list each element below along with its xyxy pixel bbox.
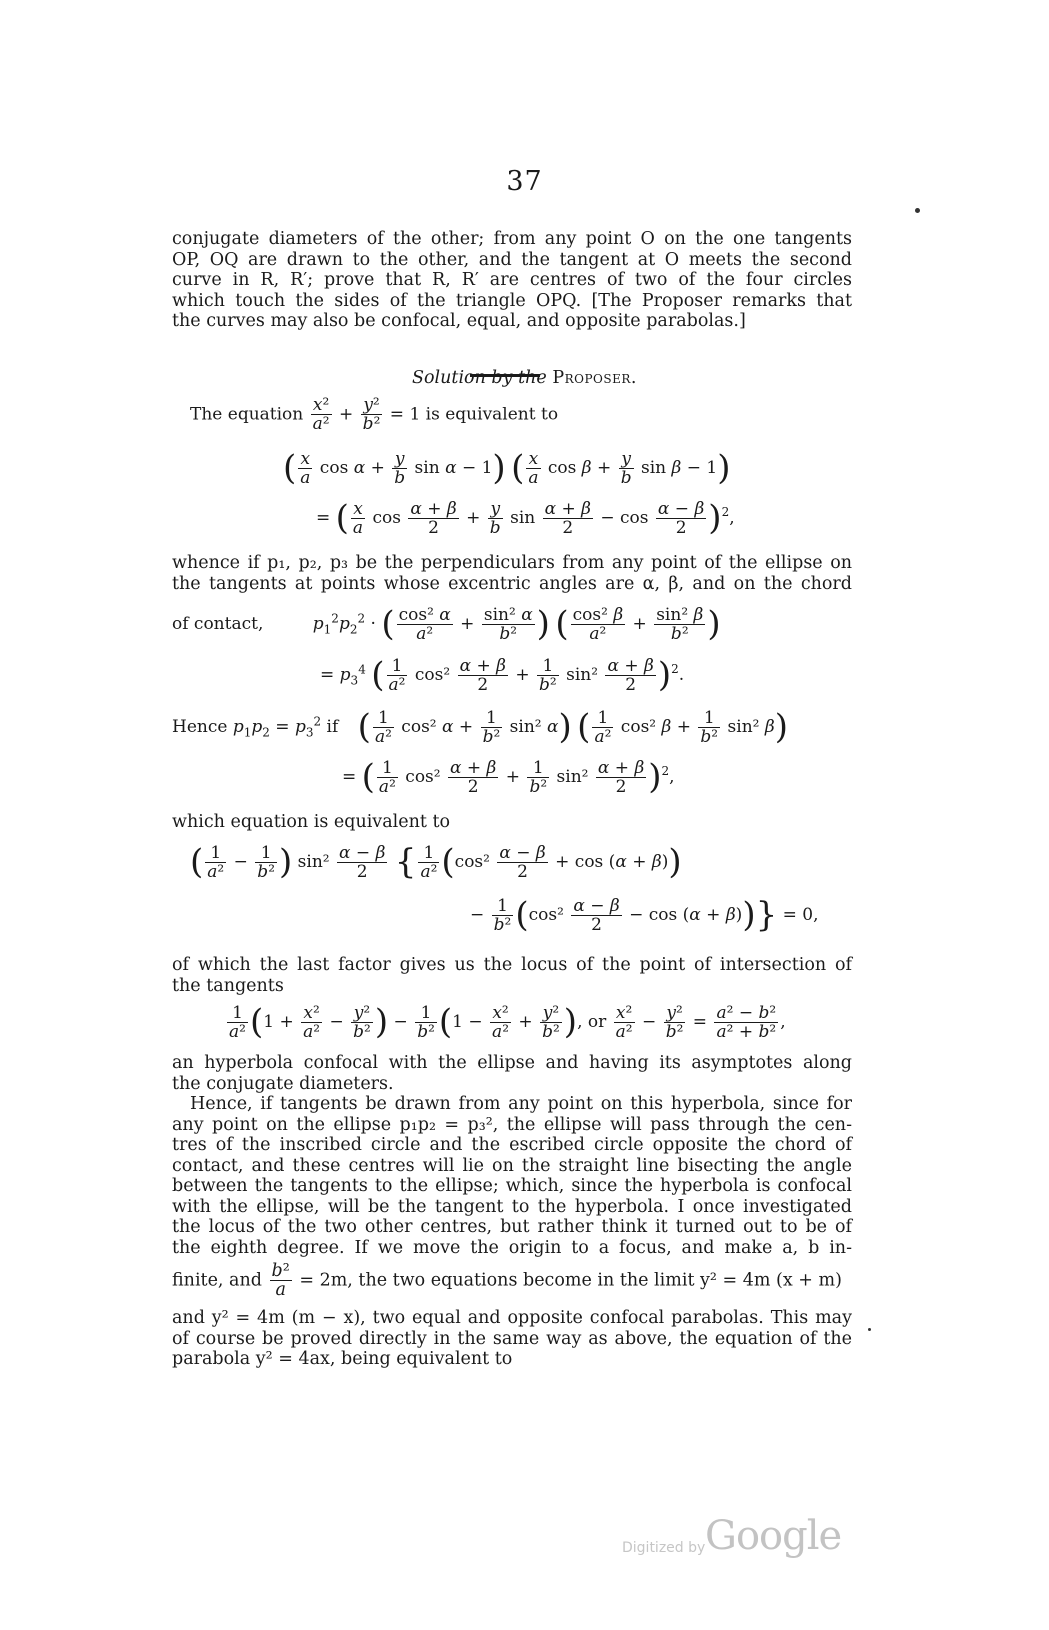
last-factor-paragraph bbox=[172, 955, 852, 996]
equation-factored: ( $\frac{1}{\text{a²}}$ − $\frac{1}{\text{b²}}$ ) sin² $\frac{\alpha - \beta}{2}$ { $\frac{1}{\text{a²}}$ (cos² $\frac{\alpha - \beta}{2}$ + cos (α + β)) bbox=[190, 842, 682, 882]
label-the-equation: The equation bbox=[190, 404, 304, 425]
scan-speck bbox=[868, 1328, 871, 1331]
hence-paragraph bbox=[172, 1094, 852, 1258]
hence-line: any point on the ellipse p₁p₂ = p₃², the ellipse will pass through the cen- bbox=[172, 1114, 852, 1135]
whence-line: the tangents at points whose excentric angles are α, β, and on the chord bbox=[172, 573, 852, 594]
label-if: if bbox=[326, 717, 339, 737]
page-number: 37 bbox=[506, 166, 543, 197]
equation-contact: of contact, $p_1^2p_2^2$ · ( $\frac{\text{cos² α}}{\text{a²}}$ + $\frac{\text{sin² α}}{\text{b²}}$ ) ( $\frac{\text{cos² β}}{\text{a²}}$ + $\frac{\text{sin² β}}{\text{b²}}$ ) bbox=[172, 604, 721, 644]
equation-hence-rhs: = ( $\frac{1}{\text{a²}}$ cos² $\frac{\alpha + \beta}{2}$ + $\frac{1}{\text{b²}}$ sin² $\frac{\alpha + \beta}{2}$ )$^2$, bbox=[342, 757, 675, 797]
equation-ellipse: The equation $\frac{\text{x²}}{\text{a²}}$ + $\frac{\text{y²}}{\text{b²}}$ = 1 is equivalent to bbox=[190, 395, 559, 434]
label-or: or bbox=[587, 1012, 607, 1032]
hence-line: contact, and these centres will lie on the straight line bisecting the angle bbox=[172, 1155, 852, 1176]
intro-line: curve in R, R′; prove that R, R′ are centres of two of the four circles bbox=[172, 270, 852, 290]
intro-line: which touch the sides of the triangle OPQ. [The Proposer remarks that bbox=[172, 290, 852, 311]
hence-line: the locus of the two other centres, but rather think it turned out to be of bbox=[172, 1217, 852, 1237]
hence-line: tres of the inscribed circle and the escribed circle opposite the chord of bbox=[172, 1135, 852, 1155]
closing-line: and y² = 4m (m − x), two equal and opposite confocal parabolas. This may bbox=[172, 1308, 852, 1328]
intro-line: the curves may also be confocal, equal, and opposite parabolas.] bbox=[172, 311, 746, 331]
closing-paragraph bbox=[172, 1308, 852, 1370]
closing-line: of course be proved directly in the same way as above, the equation of the bbox=[172, 1328, 852, 1349]
which-paragraph bbox=[172, 812, 852, 833]
intro-line: conjugate diameters of the other; from any point O on the one tangents bbox=[172, 229, 852, 249]
heading-italic: Solution by the bbox=[412, 368, 547, 388]
heading-proposer: Proposer. bbox=[552, 368, 637, 388]
equation-half-angle: = ( $\frac{x}{a}$ cos $\frac{\alpha + \beta}{2}$ + $\frac{y}{b}$ sin $\frac{\alpha + \beta}{2}$ − cos $\frac{\alpha - \beta}{2}$ )$^2$, bbox=[316, 498, 735, 538]
finite-after: = 2m, the two equations become in the limit y² = 4m (x + m) bbox=[299, 1270, 842, 1291]
equation-hence: Hence $p_1p_2 = p_3^2$ if ( $\frac{1}{\text{a²}}$ cos² α + $\frac{1}{\text{b²}}$ sin² α) ( $\frac{1}{\text{a²}}$ cos² β + $\frac{1}{\text{b²}}$ sin² β) bbox=[172, 707, 788, 747]
hyperbola-line: the conjugate diameters. bbox=[172, 1073, 394, 1094]
equation-p3: = $p_3^4$ ( $\frac{1}{\text{a²}}$ cos² $\frac{\alpha + \beta}{2}$ + $\frac{1}{\text{b²}}$ sin² $\frac{\alpha + \beta}{2}$ )$^2$. bbox=[320, 655, 685, 695]
watermark-digitized: Digitized by bbox=[622, 1540, 706, 1556]
watermark-google-logo: Google bbox=[705, 1513, 842, 1559]
intro-paragraph bbox=[172, 229, 852, 332]
hence-line: between the tangents to the ellipse; which, since the hyperbola is confocal bbox=[172, 1176, 852, 1196]
whence-paragraph bbox=[172, 553, 852, 594]
equation-finite: finite, and $\frac{\text{b²}}{a}$ = 2m, the two equations become in the limit y² = 4m (x + m) bbox=[172, 1261, 842, 1300]
closing-line: parabola y² = 4ax, being equivalent to bbox=[172, 1349, 513, 1369]
solution-heading bbox=[0, 368, 1049, 388]
finite-before: finite, and bbox=[172, 1270, 262, 1291]
equation-product: ( $\frac{x}{a}$ cos α + $\frac{y}{b}$ sin α − 1) ( $\frac{x}{a}$ cos β + $\frac{y}{b}$ sin β − 1) bbox=[283, 448, 731, 488]
hence-line: Hence, if tangents be drawn from any point on this hyperbola, since for bbox=[190, 1094, 852, 1114]
last-factor-line: the tangents bbox=[172, 975, 284, 996]
whence-line: whence if p₁, p₂, p₃ be the perpendiculars from any point of the ellipse on bbox=[172, 553, 852, 573]
last-factor-line: of which the last factor gives us the locus of the point of intersection of bbox=[172, 955, 852, 975]
hence-line: with the ellipse, will be the tangent to the hyperbola. I once investigated bbox=[172, 1196, 852, 1217]
hence-line: the eighth degree. If we move the origin to a focus, and make a, b in- bbox=[172, 1237, 852, 1258]
label-of-contact: of contact, bbox=[172, 614, 264, 634]
label-hence: Hence bbox=[172, 717, 228, 737]
label-is-equivalent: is equivalent to bbox=[425, 404, 559, 425]
hyperbola-line: an hyperbola confocal with the ellipse and having its asymptotes along bbox=[172, 1053, 852, 1073]
which-line: which equation is equivalent to bbox=[172, 812, 451, 832]
equation-hyperbola: $\frac{1}{\text{a²}}$ (1 + $\frac{\text{x²}}{\text{a²}}$ − $\frac{\text{y²}}{\text{b²}}$ ) − $\frac{1}{\text{b²}}$ (1 − $\frac{\text{x²}}{\text{a²}}$ + $\frac{\text{y²}}{\text{b²}}$ ), or $\frac{\text{x²}}{\text{a²}}$ − $\frac{\text{y²}}{\text{b²}}$ = $\frac{\text{a² − b²}}{\text{a² + b²}}$ , bbox=[229, 1002, 786, 1042]
equation-factored-cont: − $\frac{1}{\text{b²}}$ (cos² $\frac{\alpha - \beta}{2}$ − cos (α + β))} = 0, bbox=[470, 895, 819, 935]
intro-line: OP, OQ are drawn to the other, and the tangent at O meets the second bbox=[172, 249, 852, 270]
scan-speck bbox=[915, 208, 920, 213]
hyperbola-paragraph bbox=[172, 1053, 852, 1094]
